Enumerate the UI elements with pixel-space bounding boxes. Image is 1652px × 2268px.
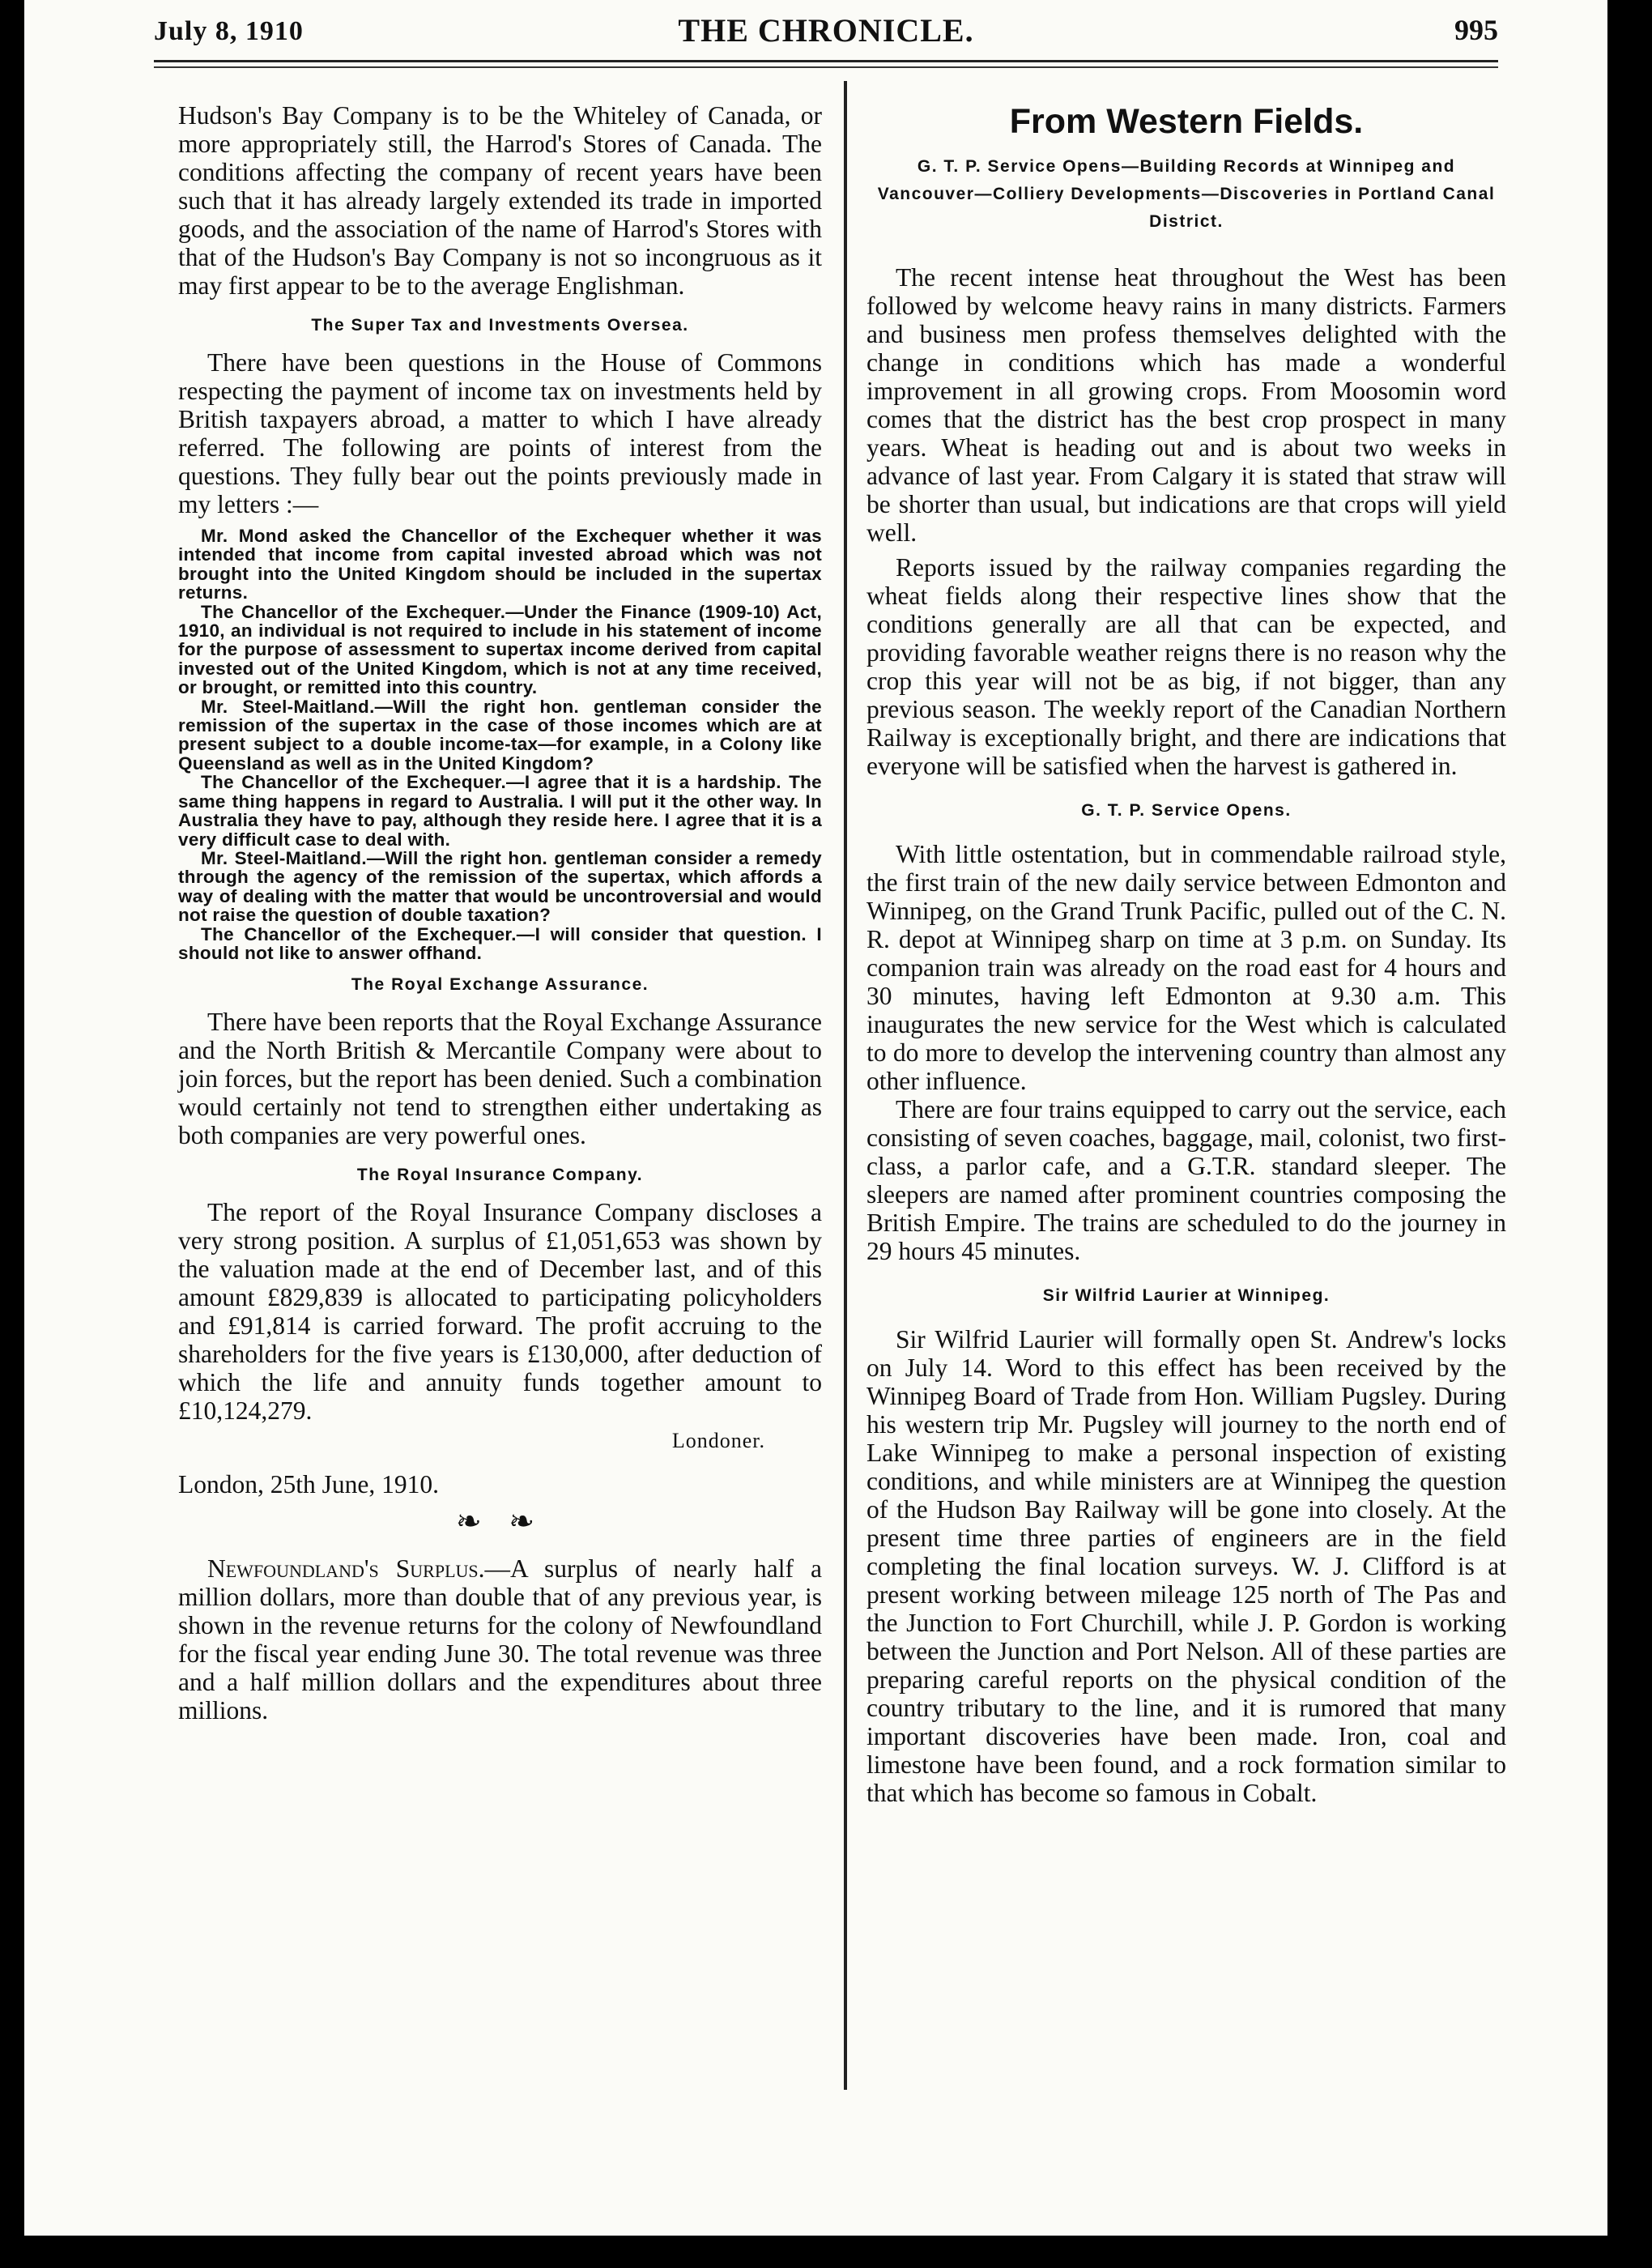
header-rule-double — [154, 66, 1498, 68]
royal-exchange-heading: The Royal Exchange Assurance. — [351, 975, 649, 995]
gtp-heading: G. T. P. Service Opens. — [1081, 801, 1292, 820]
parliamentary-exchange: Mr. Mond asked the Chancellor of the Exchequer whether it was intended that income from capital invested abroad which was not brought into the United Kingdom should be included in the supertax returns. — [178, 526, 822, 603]
right-column — [866, 101, 1506, 1807]
header-rule — [154, 60, 1498, 62]
main-heading: From Western Fields. — [1009, 102, 1364, 141]
newfoundland-lead: Newfoundland's Surplus. — [207, 1554, 485, 1584]
scan-border-right — [1607, 0, 1652, 2268]
newfoundland-paragraph — [178, 1554, 822, 1724]
royal-exchange-paragraph: There have been reports that the Royal Exchange Assurance and the North British & Mercantile Company were about to join forces, but the report has been denied. Such a combination would certainly not tend to strengthen either undertaking as both companies are very powerful ones. — [178, 1008, 822, 1150]
parliamentary-exchange: The Chancellor of the Exchequer.—I agree that it is a hardship. The same thing happens in regard to Australia. I will put it the other way. In Australia they have to pay, although they reside here. I agree that it is a very difficult case to deal with. — [178, 772, 822, 850]
publication-title: THE CHRONICLE. — [678, 12, 974, 49]
left-column — [178, 101, 822, 1724]
super-tax-paragraph: There have been questions in the House of Commons respecting the payment of income tax on investments held by British taxpayers abroad, a matter to which I have already referred. The following are points of interest from the questions. They fully bear out the points previously made in my letters :— — [178, 348, 822, 518]
dateline: London, 25th June, 1910. — [178, 1470, 439, 1499]
gtp-paragraph: There are four trains equipped to carry out the service, each consisting of seven coaches, baggage, mail, colonist, two first-class, a parlor cafe, and a G.T.R. standard sleeper. The sleepers are named after prominent countries composing the British Empire. The trains are scheduled to do the journey in 29 hours 45 minutes. — [866, 1095, 1506, 1265]
parliamentary-exchange: Mr. Steel-Maitland.—Will the right hon. gentleman consider a remedy through the agency of the remission of the supertax, which affords a way of dealing with the matter that would be uncontroversial and would not raise the question of double taxation? — [178, 847, 822, 926]
column-divider — [844, 81, 847, 2090]
newspaper-page — [24, 0, 1607, 2236]
parliamentary-exchange: Mr. Steel-Maitland.—Will the right hon. gentleman consider the remission of the supertax in the case of those incomes which are at present subject to a double income-tax—for example, in a Colony like Queensland as well as in the United Kingdom? — [178, 696, 822, 774]
newfoundland-text: —A surplus of nearly half a million dollars, more than double that of any previous year, is shown in the revenue returns for the colony of Newfoundland for the fiscal year ending June 30. The total revenue was three and a half million dollars and the expenditures about three millions. — [178, 1554, 822, 1725]
section-deck: G. T. P. Service Opens—Building Records at Winnipeg and Vancouver—Colliery Developments—Discoveries in Portland Canal District. — [877, 157, 1496, 231]
railway-reports-paragraph: Reports issued by the railway companies regarding the wheat fields along their respective lines show that the conditions generally are all that can be expected, and providing favorable weather reigns there is no reason why the crop this year will not be as big, if not bigger, than any previous season. The weekly report of the Canadian Northern Railway is exceptionally bright, and there are indications that everyone will be satisfied when the harvest is gathered in. — [866, 553, 1506, 780]
weather-paragraph: The recent intense heat throughout the West has been followed by welcome heavy rains in many districts. Farmers and business men profess themselves delighted with the change in conditions which has made a wonderful improvement in all growing crops. From Moosomin word comes that the district has the best crop prospect in many years. Wheat is heading out and is about two weeks in advance of last year. From Calgary it is stated that straw will be shorter than usual, but indications are that crops will yield well. — [866, 263, 1506, 547]
issue-date: July 8, 1910 — [154, 16, 304, 46]
intro-paragraph: Hudson's Bay Company is to be the Whiteley of Canada, or more appropriately still, the Harrod's Stores of Canada. The conditions affecting the company of recent years have been such that it has already largely extended its trade in imported goods, and the association of the name of Harrod's Stores with that of the Hudson's Bay Company is not so incongruous as it may first appear to be to the average Englishman. — [178, 101, 822, 300]
ornament-fleurons: ❧ ❧ — [455, 1505, 545, 1540]
parliamentary-exchange: The Chancellor of the Exchequer.—I will consider that question. I should not like to answer offhand. — [178, 923, 822, 963]
royal-insurance-heading: The Royal Insurance Company. — [356, 1166, 644, 1185]
gtp-paragraph: With little ostentation, but in commendable railroad style, the first train of the new daily service between Edmonton and Winnipeg, on the Grand Trunk Pacific, pulled out of the C. N. R. depot at Winnipeg sharp on time at 3 p.m. on Sunday. Its companion train was already on the road east for 4 hours and 30 minutes, having left Edmonton at 9.30 a.m. This inaugurates the new service for the West which is calculated to do more to develop the intervening country than almost any other influence. — [866, 840, 1506, 1095]
laurier-paragraph: Sir Wilfrid Laurier will formally open St. Andrew's locks on July 14. Word to this effect has been received by the Winnipeg Board of Trade from Hon. William Pugsley. During his western trip Mr. Pugsley will journey to the north end of Lake Winnipeg to make a personal inspection of existing conditions, and while ministers are at Winnipeg the question of the Hudson Bay Railway will be gone into closely. At the present time three parties of engineers are in the field completing the final location surveys. W. J. Clifford is at present working between mileage 125 north of The Pas and the Junction to Fort Churchill, while J. P. Gordon is working between the Junction and Port Nelson. All of these parties are preparing careful reports on the physical condition of the country tributary to the line, and it is rumored that many important discoveries have been made. Iron, coal and limestone have been found, and a rock formation similar to that which has become so famous in Cobalt. — [866, 1325, 1506, 1807]
scan-border-bottom — [0, 2236, 1652, 2268]
page-number: 995 — [1454, 14, 1498, 46]
parliamentary-exchange: The Chancellor of the Exchequer.—Under the Finance (1909-10) Act, 1910, an individual is not required to include in his statement of income for the purpose of assessment to supertax income derived from capital invested out of the United Kingdom, which is not at any time received, or brought, or remitted into this country. — [178, 601, 822, 698]
author-signature: Londoner. — [671, 1429, 765, 1453]
super-tax-heading: The Super Tax and Investments Oversea. — [311, 316, 689, 335]
running-head — [154, 11, 1498, 60]
royal-insurance-paragraph: The report of the Royal Insurance Company discloses a very strong position. A surplus of £1,051,653 was shown by the valuation made at the end of December last, and of this amount £829,839 is allocated to participating policyholders and £91,814 is carried forward. The profit accruing to the shareholders for the five years is £130,000, after deduction of which the life and annuity funds together amount to £10,124,279. — [178, 1198, 822, 1426]
laurier-heading: Sir Wilfrid Laurier at Winnipeg. — [1042, 1286, 1331, 1305]
